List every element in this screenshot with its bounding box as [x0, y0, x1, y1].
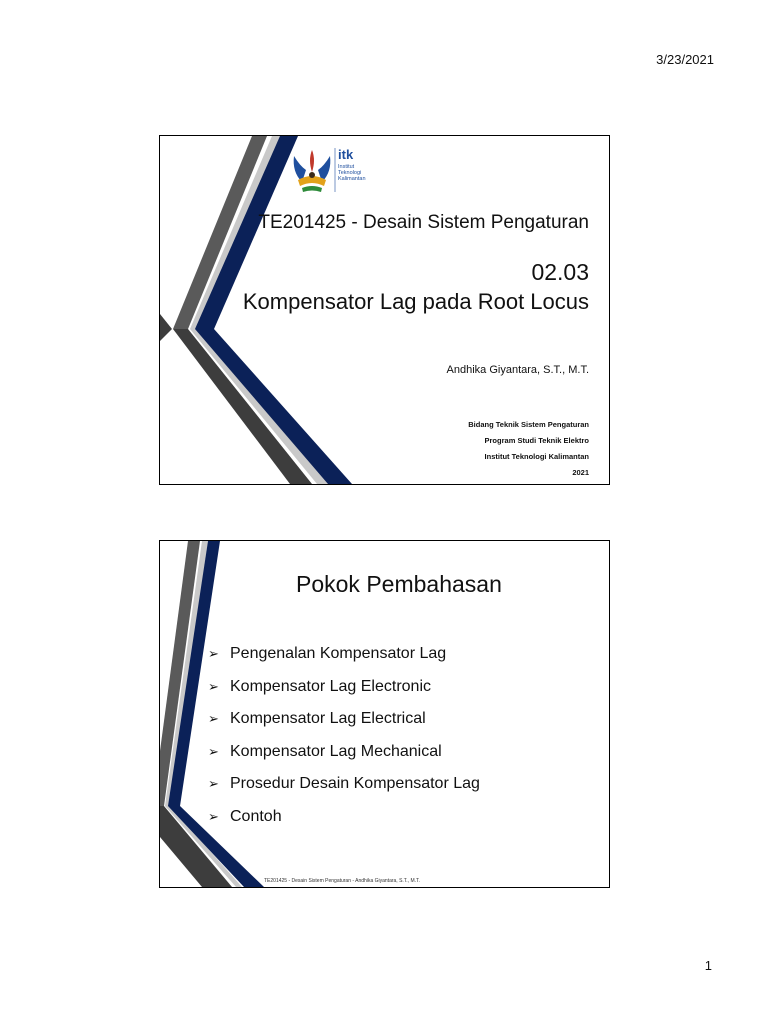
svg-text:Institut: Institut: [338, 164, 355, 170]
list-item-label: Prosedur Desain Kompensator Lag: [230, 775, 480, 792]
svg-text:itk: itk: [338, 147, 354, 162]
arrow-bullet-icon: ➢: [208, 678, 219, 694]
list-item: [208, 807, 480, 840]
list-item-label: Kompensator Lag Electronic: [230, 677, 431, 695]
list-item-label: Contoh: [230, 807, 282, 825]
itk-emblem-icon: [288, 142, 368, 196]
outline-slide: [159, 540, 610, 888]
title-slide: [159, 135, 610, 485]
affiliation-line: Bidang Teknik Sistem Pengaturan: [468, 420, 589, 429]
affiliation-block: [468, 417, 589, 481]
affiliation-line: Institut Teknologi Kalimantan: [484, 452, 589, 461]
arrow-bullet-icon: ➢: [208, 743, 219, 759]
affiliation-year: 2021: [572, 468, 589, 477]
list-item-label: Pengenalan Kompensator Lag: [230, 645, 447, 662]
lecture-title: Kompensator Lag pada Root Locus: [242, 289, 589, 314]
page-number: 1: [704, 958, 712, 973]
affiliation-line: Program Studi Teknik Elektro: [484, 436, 589, 445]
list-item: [208, 742, 480, 775]
page-date: 3/23/2021: [656, 52, 714, 67]
lecture-number: 02.03: [531, 259, 589, 285]
list-item: [208, 709, 480, 742]
course-title: TE201425 - Desain Sistem Pengaturan: [258, 212, 589, 233]
svg-text:Teknologi: Teknologi: [338, 170, 362, 176]
list-item-label: Kompensator Lag Electrical: [230, 710, 426, 727]
list-item-label: Kompensator Lag Mechanical: [230, 742, 442, 760]
list-item: [208, 644, 480, 677]
arrow-bullet-icon: ➢: [208, 646, 219, 661]
arrow-bullet-icon: ➢: [208, 808, 219, 824]
itk-logo: [288, 142, 368, 196]
arrow-bullet-icon: ➢: [208, 776, 219, 791]
author-name: Andhika Giyantara, S.T., M.T.: [446, 364, 589, 376]
slide-footer: TE201425 - Desain Sistem Pengaturan - Andhika Giyantara, S.T., M.T.: [264, 878, 420, 884]
list-item: [208, 677, 480, 710]
arrow-bullet-icon: ➢: [208, 711, 219, 726]
svg-text:Kalimantan: Kalimantan: [338, 176, 366, 182]
outline-title: Pokok Pembahasan: [296, 571, 502, 597]
list-item: [208, 774, 480, 807]
topic-list: [208, 644, 480, 839]
